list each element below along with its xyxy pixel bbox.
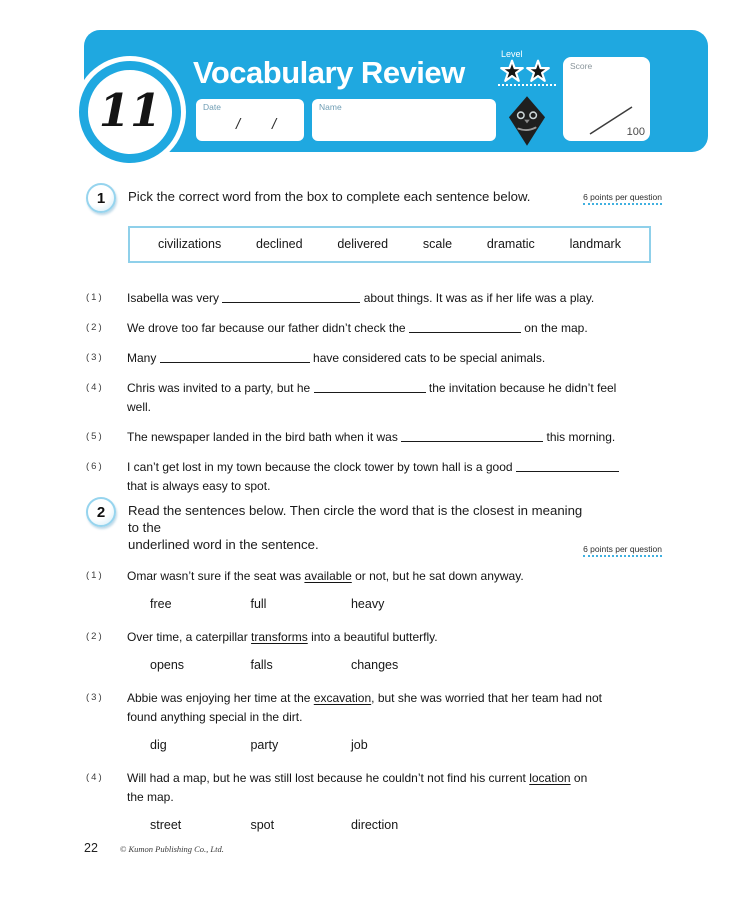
question-text: Many have considered cats to be special animals. bbox=[127, 351, 546, 365]
question-row bbox=[86, 319, 662, 338]
question-text: We drove too far because our father didn’t check the on the map. bbox=[127, 321, 588, 335]
underlined-word: transforms bbox=[251, 630, 308, 644]
word-bank-item: delivered bbox=[337, 237, 389, 251]
answer-blank[interactable] bbox=[516, 459, 619, 472]
lesson-number-badge bbox=[79, 61, 181, 163]
level-label: Level bbox=[501, 49, 523, 59]
answer-blank[interactable] bbox=[222, 290, 360, 303]
question-text: Isabella was very about things. It was as if her life was a play. bbox=[127, 291, 595, 305]
page-footer bbox=[84, 841, 224, 855]
question-text: Will had a map, but he was still lost because he couldn’t not find his current location on the map. bbox=[127, 771, 588, 804]
answer-blank[interactable] bbox=[401, 429, 543, 442]
answer-blank[interactable] bbox=[160, 350, 310, 363]
answer-options bbox=[86, 818, 662, 832]
question-row bbox=[86, 689, 662, 727]
page-number: 22 bbox=[84, 841, 98, 855]
score-denominator: 100 bbox=[626, 126, 645, 138]
word-bank-item: scale bbox=[422, 237, 453, 251]
score-label: Score bbox=[570, 61, 593, 71]
lesson-number: 11 bbox=[98, 83, 162, 137]
underlined-word: available bbox=[304, 569, 352, 583]
question-row bbox=[86, 379, 662, 417]
answer-option[interactable]: opens bbox=[150, 658, 185, 672]
answer-option[interactable]: dig bbox=[150, 738, 167, 752]
answer-option[interactable]: changes bbox=[350, 658, 399, 672]
page-title: Vocabulary Review bbox=[193, 55, 465, 90]
copyright-text: © Kumon Publishing Co., Ltd. bbox=[119, 844, 224, 854]
answer-option[interactable]: full bbox=[250, 597, 267, 611]
word-bank-item: dramatic bbox=[486, 237, 535, 251]
word-bank bbox=[128, 226, 651, 263]
question-text: Chris was invited to a party, but he the invitation because he didn’t feel well. bbox=[127, 381, 617, 414]
question-number: (1) bbox=[86, 292, 104, 303]
section-1 bbox=[86, 183, 662, 507]
question-row bbox=[86, 769, 662, 807]
answer-blank[interactable] bbox=[409, 320, 521, 333]
name-field[interactable] bbox=[312, 99, 496, 141]
section-instruction: Pick the correct word from the box to complete each sentence below. bbox=[128, 189, 531, 204]
question-text: The newspaper landed in the bird bath when it was this morning. bbox=[127, 430, 616, 444]
answer-option[interactable]: direction bbox=[350, 818, 399, 832]
kumon-mascot-icon bbox=[508, 95, 546, 152]
question-number: (4) bbox=[86, 382, 104, 393]
section-2 bbox=[86, 497, 662, 849]
question-row bbox=[86, 458, 662, 496]
instruction-line: Read the sentences below. Then circle the word that is the closest in meaning to the bbox=[128, 503, 583, 535]
points-note: 6 points per question bbox=[583, 192, 662, 205]
answer-option[interactable]: job bbox=[350, 738, 368, 752]
underlined-word: excavation bbox=[313, 691, 372, 705]
answer-options bbox=[86, 738, 662, 752]
date-slash: / bbox=[236, 116, 241, 133]
question-row bbox=[86, 628, 662, 647]
question-number: (1) bbox=[86, 570, 104, 581]
name-label: Name bbox=[319, 102, 342, 112]
question-text: Omar wasn’t sure if the seat was available or not, but he sat down anyway. bbox=[127, 569, 524, 583]
word-bank-item: declined bbox=[256, 237, 303, 251]
question-row bbox=[86, 289, 662, 308]
instruction-line: underlined word in the sentence. bbox=[128, 537, 319, 552]
word-bank-item: civilizations bbox=[158, 237, 222, 251]
points-note: 6 points per question bbox=[583, 544, 662, 557]
section-instruction bbox=[128, 497, 588, 553]
date-label: Date bbox=[203, 102, 221, 112]
answer-option[interactable]: falls bbox=[250, 658, 273, 672]
score-field[interactable] bbox=[563, 57, 650, 141]
answer-option[interactable]: heavy bbox=[350, 597, 385, 611]
answer-blank[interactable] bbox=[314, 380, 426, 393]
word-bank-item: landmark bbox=[569, 237, 621, 251]
level-dotted-line bbox=[498, 84, 556, 86]
question-number: (3) bbox=[86, 352, 104, 363]
question-number: (5) bbox=[86, 431, 104, 442]
answer-option[interactable]: free bbox=[150, 597, 172, 611]
question-number: (6) bbox=[86, 461, 104, 472]
question-row bbox=[86, 567, 662, 586]
question-number: (3) bbox=[86, 692, 104, 703]
date-field[interactable] bbox=[196, 99, 304, 141]
question-number: (4) bbox=[86, 772, 104, 783]
answer-option[interactable]: street bbox=[150, 818, 182, 832]
question-number: (2) bbox=[86, 631, 104, 642]
question-text: Abbie was enjoying her time at the excavation, but she was worried that her team had not found anything special in the dirt. bbox=[127, 691, 602, 724]
question-text: I can’t get lost in my town because the clock tower by town hall is a good that is always easy to spot. bbox=[127, 458, 662, 496]
question-row bbox=[86, 428, 662, 447]
answer-options bbox=[86, 597, 662, 611]
date-slash: / bbox=[272, 116, 277, 133]
question-number: (2) bbox=[86, 322, 104, 333]
question-row bbox=[86, 349, 662, 368]
answer-options bbox=[86, 658, 662, 672]
section-number-badge: 1 bbox=[86, 183, 116, 213]
underlined-word: location bbox=[529, 771, 571, 785]
answer-option[interactable]: party bbox=[250, 738, 279, 752]
question-text: Over time, a caterpillar transforms into a beautiful butterfly. bbox=[127, 630, 438, 644]
answer-option[interactable]: spot bbox=[250, 818, 275, 832]
section-number-badge: 2 bbox=[86, 497, 116, 527]
